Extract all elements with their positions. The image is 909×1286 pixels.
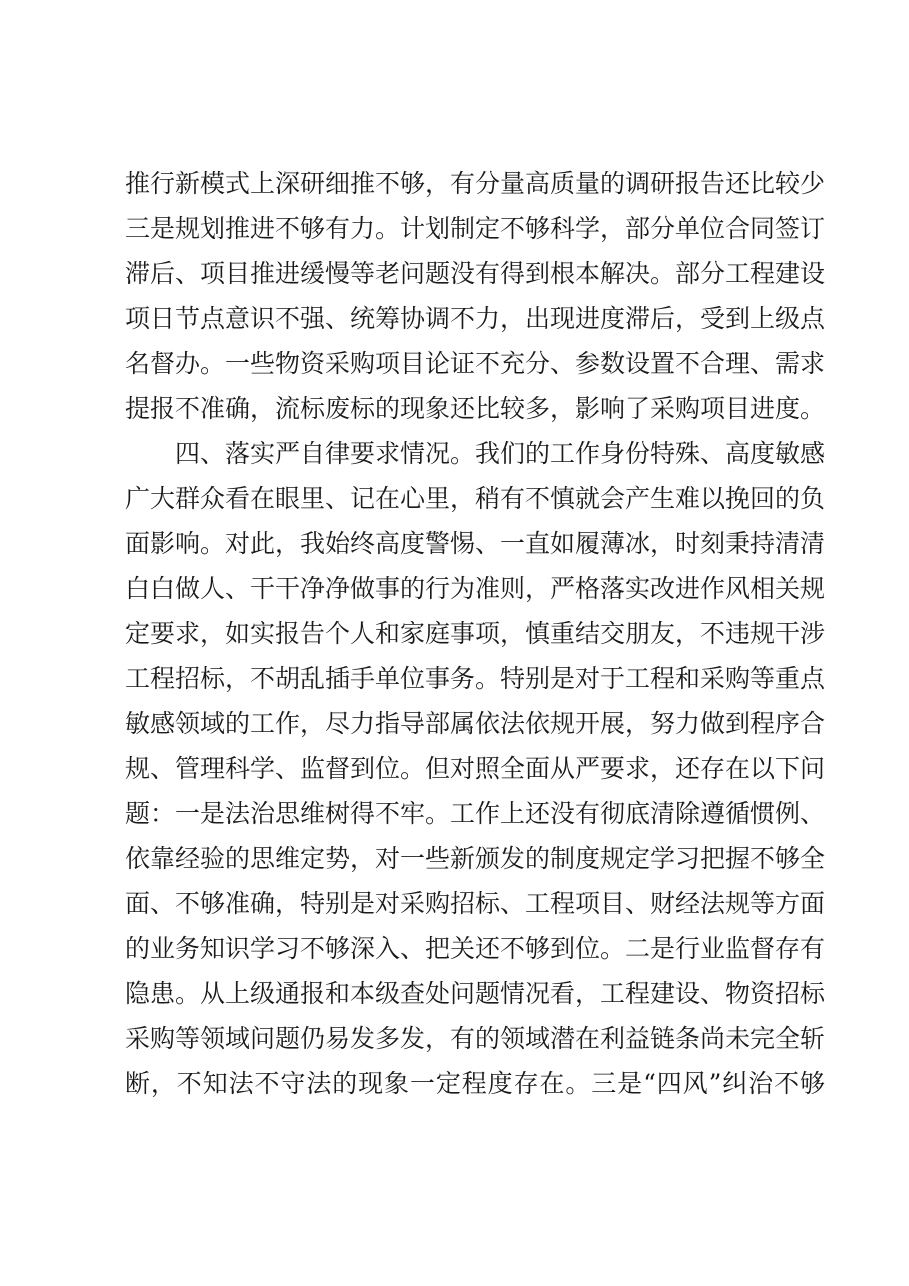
- text-line: 提报不准确，流标废标的现象还比较多，影响了采购项目进度。: [125, 394, 826, 423]
- text-line: 断，不知法不守法的现象一定程度存在。三是“四风”纠治不够: [125, 1069, 825, 1098]
- text-line: 面影响。对此，我始终高度警惕、一直如履薄冰，时刻秉持清清: [125, 529, 826, 558]
- text-line: 面、不够准确，特别是对采购招标、工程项目、财经法规等方面: [125, 889, 826, 918]
- text-line: 滞后、项目推进缓慢等老问题没有得到根本解决。部分工程建设: [125, 259, 826, 288]
- text-line: 规、管理科学、监督到位。但对照全面从严要求，还存在以下问: [125, 754, 826, 783]
- text-line: 定要求，如实报告个人和家庭事项，慎重结交朋友，不违规干涉: [125, 619, 826, 648]
- text-line: 题：一是法治思维树得不牢。工作上还没有彻底清除遵循惯例、: [125, 799, 826, 828]
- text-line: 三是规划推进不够有力。计划制定不够科学，部分单位合同签订: [125, 214, 826, 243]
- paragraph-heading-line: 四、落实严自律要求情况。我们的工作身份特殊、高度敏感: [175, 439, 826, 468]
- text-line: 项日节点意识不强、统筹协调不力，出现进度滞后，受到上级点: [125, 304, 826, 333]
- text-line: 依靠经验的思维定势，对一些新颁发的制度规定学习把握不够全: [125, 844, 826, 873]
- text-line: 白白做人、干干净净做事的行为准则，严格落实改进作风相关规: [125, 574, 826, 603]
- text-line: 推行新模式上深研细推不够，有分量高质量的调研报告还比较少: [125, 169, 826, 198]
- text-line: 隐患。从上级通报和本级查处问题情况看，工程建设、物资招标: [125, 979, 826, 1008]
- text-line: 广大群众看在眼里、记在心里，稍有不慎就会产生难以挽回的负: [125, 484, 826, 513]
- text-line: 名督办。一些物资采购项目论证不充分、参数设置不合理、需求: [125, 349, 826, 378]
- text-line: 敏感领域的工作，尽力指导部属依法依规开展，努力做到程序合: [125, 709, 826, 738]
- text-line: 工程招标，不胡乱插手单位事务。特别是对于工程和采购等重点: [125, 664, 826, 693]
- text-line: 采购等领域问题仍易发多发，有的领域潜在利益链条尚未完全斩: [125, 1024, 826, 1053]
- text-line: 的业务知识学习不够深入、把关还不够到位。二是行业监督存有: [125, 934, 826, 963]
